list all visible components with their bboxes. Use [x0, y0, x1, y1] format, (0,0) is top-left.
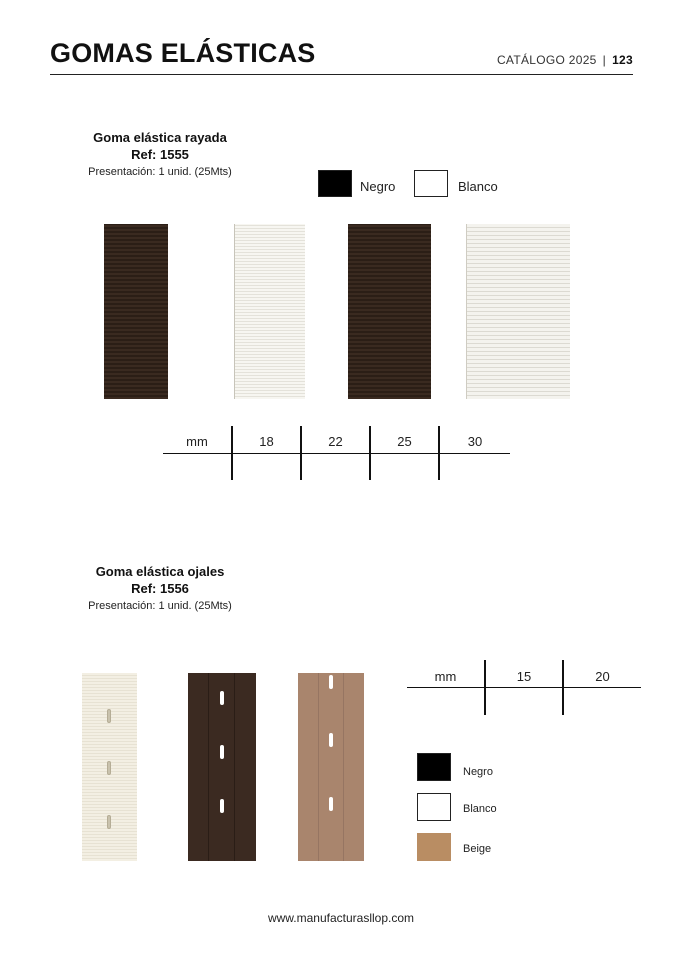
- catalog-separator: |: [602, 53, 607, 67]
- product1-presentation: Presentación: 1 unid. (25Mts): [88, 166, 232, 178]
- product1-color-swatch-negro: [318, 170, 352, 197]
- product1-color-swatch-blanco: [414, 170, 448, 197]
- product1-size-value: 25: [397, 434, 412, 449]
- footer-website: www.manufacturasllop.com: [267, 911, 415, 925]
- page-number: 123: [612, 53, 633, 67]
- product2-color-label-blanco: Blanco: [463, 803, 497, 815]
- product2-ref: Ref: 1556: [131, 581, 189, 596]
- product1-size-value: 18: [259, 434, 274, 449]
- tape-image-buttonhole-white: [82, 673, 137, 861]
- tape-image-white-wide: [466, 224, 570, 399]
- product2-presentation: Presentación: 1 unid. (25Mts): [88, 600, 232, 612]
- tape-image-dark-wide: [348, 224, 431, 399]
- product2-name: Goma elástica ojales: [95, 564, 225, 579]
- product1-color-label-blanco: Blanco: [458, 179, 498, 194]
- tape-image-dark-narrow: [104, 224, 168, 399]
- product2-size-value: 15: [516, 669, 532, 684]
- product1-ref: Ref: 1555: [131, 147, 189, 162]
- product2-color-label-negro: Negro: [463, 766, 493, 778]
- product1-name: Goma elástica rayada: [93, 130, 227, 145]
- product2-size-table-rule: [407, 687, 641, 688]
- product1-color-label-negro: Negro: [360, 179, 396, 194]
- product2-color-swatch-negro: [417, 753, 451, 781]
- product2-color-swatch-beige: [417, 833, 451, 861]
- product1-size-unit: mm: [186, 434, 208, 449]
- tape-image-buttonhole-beige: [298, 673, 364, 861]
- page-title: GOMAS ELÁSTICAS: [50, 38, 316, 68]
- catalog-info: [497, 53, 633, 67]
- tape-image-white-narrow: [234, 224, 305, 399]
- product1-size-value: 22: [328, 434, 343, 449]
- catalog-label: CATÁLOGO 2025: [496, 53, 597, 67]
- product2-size-value: 20: [595, 669, 610, 684]
- product2-color-swatch-blanco: [417, 793, 451, 821]
- tape-image-buttonhole-brown: [188, 673, 256, 861]
- product2-size-unit: mm: [434, 669, 457, 684]
- header-rule: [50, 74, 633, 75]
- product1-size-table-rule: [163, 453, 510, 454]
- product2-color-label-beige: Beige: [463, 843, 492, 855]
- product1-size-value: 30: [467, 434, 483, 449]
